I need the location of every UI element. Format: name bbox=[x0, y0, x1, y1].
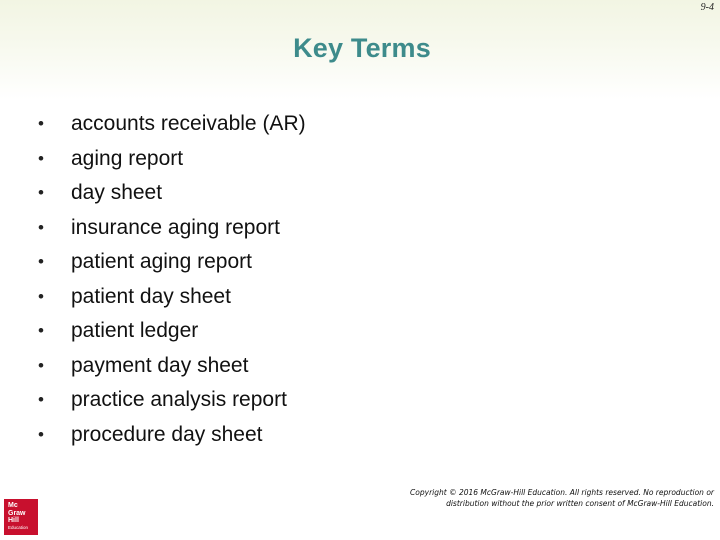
list-item bbox=[38, 349, 306, 384]
slide-number: 9-4 bbox=[700, 2, 714, 13]
mcgraw-hill-logo bbox=[4, 499, 38, 535]
term-text: aging report bbox=[71, 146, 184, 170]
list-item bbox=[38, 245, 306, 280]
term-text: patient ledger bbox=[71, 319, 199, 343]
logo-line: Graw bbox=[8, 509, 26, 517]
term-text: practice analysis report bbox=[71, 388, 287, 412]
list-item bbox=[38, 383, 306, 418]
bullet: • bbox=[38, 286, 44, 306]
list-item bbox=[38, 418, 306, 453]
logo-line: Mc bbox=[8, 502, 18, 509]
bullet: • bbox=[38, 321, 44, 341]
slide-title: Key Terms bbox=[293, 33, 431, 63]
bullet: • bbox=[38, 114, 44, 134]
list-item bbox=[38, 107, 306, 142]
term-text: procedure day sheet bbox=[71, 422, 263, 446]
list-item bbox=[38, 314, 306, 349]
copyright-notice bbox=[354, 487, 714, 509]
term-text: insurance aging report bbox=[71, 215, 280, 239]
key-terms-list bbox=[38, 107, 306, 452]
bullet: • bbox=[38, 183, 44, 203]
list-item bbox=[38, 280, 306, 315]
bullet: • bbox=[38, 424, 44, 444]
term-text: patient day sheet bbox=[71, 284, 231, 308]
list-item bbox=[38, 176, 306, 211]
list-item bbox=[38, 142, 306, 177]
bullet: • bbox=[38, 217, 44, 237]
logo-subtext: Education bbox=[8, 524, 29, 530]
logo-line: Hill bbox=[8, 517, 19, 524]
bullet: • bbox=[38, 148, 44, 168]
term-text: patient aging report bbox=[71, 250, 252, 274]
bullet: • bbox=[38, 390, 44, 410]
bullet: • bbox=[38, 252, 44, 272]
copyright-line: Copyright © 2016 McGraw-Hill Education. All rights reserved. No reproduction or bbox=[410, 488, 714, 497]
copyright-line: distribution without the prior written consent of McGraw-Hill Education. bbox=[446, 499, 714, 508]
term-text: payment day sheet bbox=[71, 353, 249, 377]
term-text: accounts receivable (AR) bbox=[71, 112, 306, 136]
bullet: • bbox=[38, 355, 44, 375]
list-item bbox=[38, 211, 306, 246]
term-text: day sheet bbox=[71, 181, 163, 205]
